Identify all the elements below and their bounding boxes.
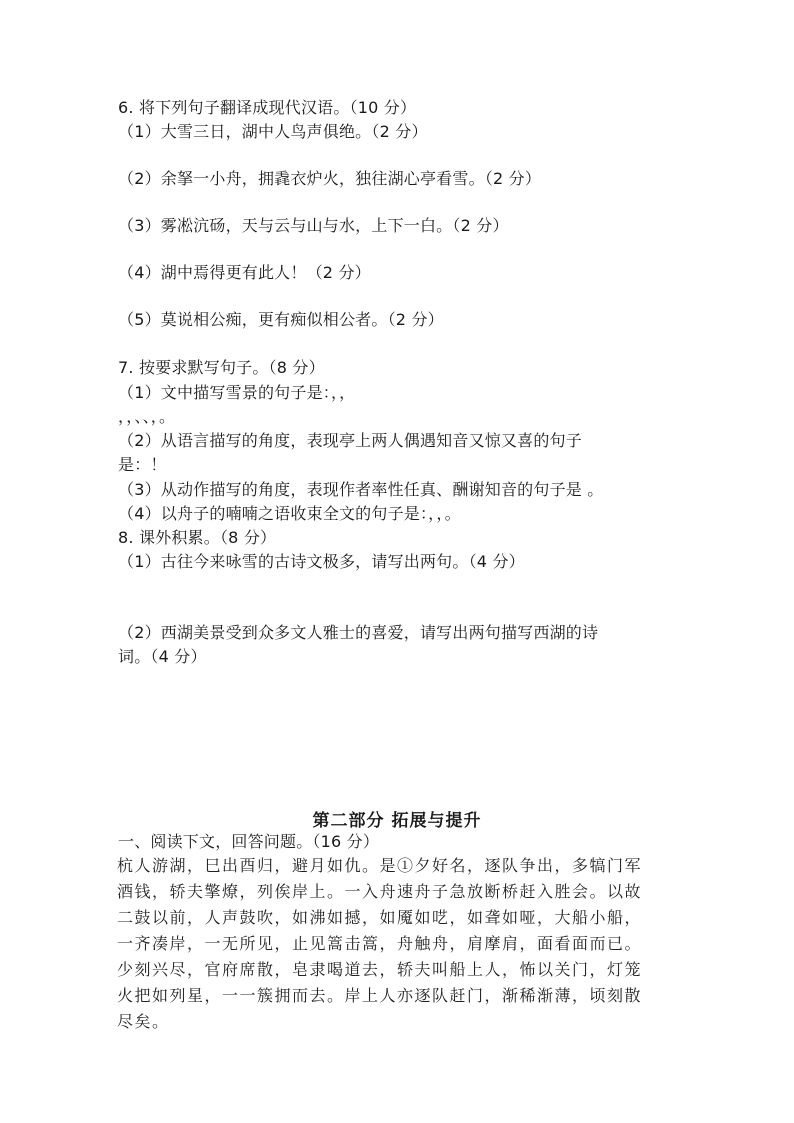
- passage-line-2: 酒钱，轿夫擎燎，列俟岸上。一入舟速舟子急放断桥赶入胜会。以故: [117, 882, 643, 901]
- passage-line-1: 杭人游湖，巳出酉归，避月如仇。是①夕好名，逐队争出，多犒门军: [117, 856, 643, 875]
- passage-line-5: 少刻兴尽，官府席散，皂隶喝道去，轿夫叫船上人，怖以关门，灯笼: [117, 960, 643, 979]
- question-7-line-6: （4）以舟子的喃喃之语收束全文的句子是：，，。: [118, 504, 461, 523]
- passage-line-6: 火把如列星，一一簇拥而去。岸上人亦逐队赶门，渐稀渐薄，顷刻散: [117, 986, 643, 1005]
- question-6-item-2: （2）余拏一小舟，拥毳衣炉火，独往湖心亭看雪。（2 分）: [118, 169, 542, 188]
- question-6-heading: 6. 将下列句子翻译成现代汉语。（10 分）: [118, 98, 417, 117]
- question-8-item-2-line-2: 词。（4 分）: [118, 647, 207, 666]
- question-7-line-3: （2）从语言描写的角度，表现亭上两人偶遇知音又惊又喜的句子: [118, 431, 582, 450]
- passage-line-7: 尽矣。: [117, 1012, 170, 1031]
- question-7-line-1: （1）文中描写雪景的句子是：，，: [118, 383, 356, 402]
- reading-section-heading: 一、阅读下文，回答问题。（16 分）: [118, 832, 380, 851]
- question-6-item-5: （5）莫说相公痴，更有痴似相公者。（2 分）: [118, 310, 444, 329]
- question-8-heading: 8. 课外积累。（8 分）: [118, 528, 277, 547]
- question-7-line-4: 是：！: [118, 455, 167, 474]
- passage-line-3: 二鼓以前，人声鼓吹，如沸如撼，如魇如呓，如聋如哑，大船小船，: [117, 908, 643, 927]
- question-8-item-1: （1）古往今来咏雪的古诗文极多，请写出两句。（4 分）: [118, 552, 525, 571]
- question-6-item-1: （1）大雪三日，湖中人鸟声俱绝。（2 分）: [118, 122, 428, 141]
- question-7-line-2: ，，、、，。: [118, 407, 176, 426]
- passage-line-4: 一齐凑岸，一无所见，止见篙击篙，舟触舟，肩摩肩，面看面而已。: [117, 934, 643, 953]
- question-7-line-5: （3）从动作描写的角度，表现作者率性任真、酬谢知音的句子是 。: [118, 480, 604, 499]
- question-6-item-3: （3）雾凇沆砀，天与云与山与水，上下一白。（2 分）: [118, 216, 509, 235]
- question-8-item-2-line-1: （2）西湖美景受到众多文人雅士的喜爱，请写出两句描写西湖的诗: [118, 623, 599, 642]
- part-2-title: 第二部分 拓展与提升: [312, 811, 482, 831]
- question-6-item-4: （4）湖中焉得更有此人！（2 分）: [118, 263, 371, 282]
- question-7-heading: 7. 按要求默写句子。（8 分）: [118, 358, 325, 377]
